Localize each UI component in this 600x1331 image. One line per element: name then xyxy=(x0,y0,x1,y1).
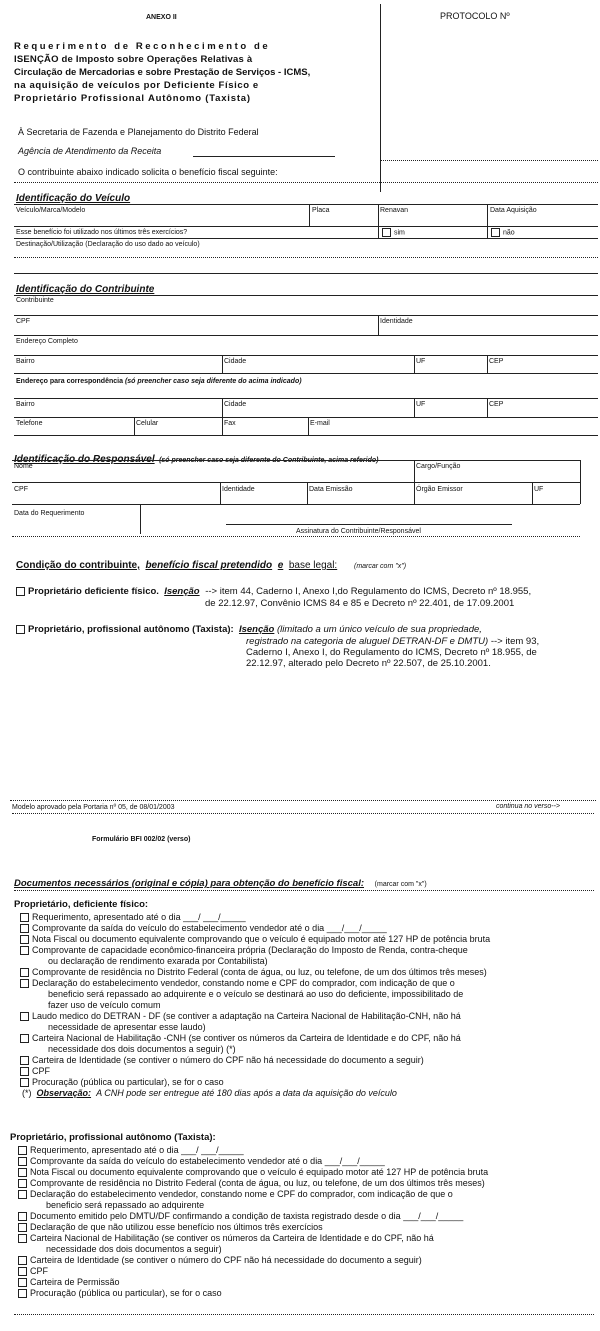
orgao-label: Órgão Emissor xyxy=(416,486,463,493)
tax-item[interactable] xyxy=(18,1288,598,1299)
nao-option[interactable] xyxy=(491,228,515,237)
form-title-line: Proprietário Profissional Autônomo (Taxista) xyxy=(14,93,251,104)
checkbox[interactable] xyxy=(18,1267,27,1276)
tax-item[interactable] xyxy=(18,1222,598,1233)
deficiente-text2: de 22.12.97, Convênio ICMS 84 e 85 e Decreto nº 22.401, de 17.09.2001 xyxy=(205,598,515,609)
table-line xyxy=(222,417,223,435)
item-text-cont: beneficio será repassado ao adquirente e o veículo se destinará ao uso do deficiente, impossibilitado de xyxy=(48,989,464,999)
section-title-contribuinte: Identificação do Contribuinte xyxy=(16,284,155,295)
corresp-label-text: Endereço para correspondência xyxy=(16,378,123,385)
checkbox[interactable] xyxy=(20,1034,29,1043)
divider xyxy=(14,890,594,891)
taxista-text1: (limitado a um único veículo de sua propriedade, xyxy=(277,624,482,636)
table-line xyxy=(12,460,580,461)
item-text: Procuração (pública ou particular), se for o caso xyxy=(30,1288,222,1298)
table-line xyxy=(14,238,598,239)
form-title-line: Requerimento de Reconhecimento de xyxy=(14,41,271,52)
cidade-label: Cidade xyxy=(224,358,247,365)
checkbox[interactable] xyxy=(20,968,29,977)
data-requerimento-label: Data do Requerimento xyxy=(14,510,85,517)
docs-title-row xyxy=(14,879,427,889)
deficiente-text1: --> item 44, Caderno I, Anexo I,do Regulamento do ICMS, Decreto nº 18.955, xyxy=(205,586,532,598)
cep-label: CEP xyxy=(489,358,504,365)
item-text: Documento emitido pelo DMTU/DF confirmando a condição de taxista registrado desde o dia ___/___/_____ xyxy=(30,1211,464,1221)
table-line xyxy=(580,460,581,504)
cidade2-label: Cidade xyxy=(224,401,247,408)
checkbox[interactable] xyxy=(18,1212,27,1221)
divider xyxy=(10,800,596,801)
def-item[interactable] xyxy=(20,945,598,956)
table-line xyxy=(14,273,598,274)
deficiente-isencao: Isenção xyxy=(164,586,200,598)
table-line xyxy=(414,398,415,417)
table-line xyxy=(14,373,598,374)
taxista-line2 xyxy=(246,637,539,647)
condicao-title xyxy=(16,561,406,571)
checkbox[interactable] xyxy=(18,1256,27,1265)
taxista-text4: 22.12.97, alterado pelo Decreto nº 22.507, de 25.10.2001. xyxy=(246,658,491,669)
taxista-text2b: --> item 93, xyxy=(490,636,540,647)
deficiente-checkbox[interactable] xyxy=(16,587,25,596)
checkbox[interactable] xyxy=(20,946,29,955)
agencia-field[interactable] xyxy=(193,156,335,157)
resp-identidade-label: Identidade xyxy=(222,486,255,493)
taxista-text3: Caderno I, Anexo I, do Regulamento do ICMS, Decreto nº 18.955, de xyxy=(246,647,537,658)
checkbox[interactable] xyxy=(20,979,29,988)
taxista-text2: registrado na categoria de aluguel DETRAN-DF e DMTU) xyxy=(246,636,489,647)
table-line xyxy=(414,482,415,504)
def-item[interactable] xyxy=(20,934,598,945)
checkbox[interactable] xyxy=(20,1067,29,1076)
modelo-aprovado: Modelo aprovado pela Portaria nº 05, de 08/01/2003 xyxy=(12,804,175,811)
contribuinte-label: Contribuinte xyxy=(16,297,54,304)
deficiente-label: Proprietário deficiente físico. xyxy=(28,586,159,598)
responsavel-note: (só preencher caso seja diferente do Contribuinte, acima referido) xyxy=(159,457,379,464)
checkbox[interactable] xyxy=(20,1012,29,1021)
table-line xyxy=(14,295,598,296)
fax-label: Fax xyxy=(224,420,236,427)
checkbox[interactable] xyxy=(18,1146,27,1155)
table-line xyxy=(487,398,488,417)
renavan-label: Renavan xyxy=(380,207,409,214)
checkbox[interactable] xyxy=(18,1223,27,1232)
checkbox[interactable] xyxy=(20,913,29,922)
table-line xyxy=(532,482,533,504)
cep2-label: CEP xyxy=(489,401,504,408)
item-text: Declaração de que não utilizou esse benefício nos últimos três exercícios xyxy=(30,1222,323,1232)
tax-item[interactable] xyxy=(18,1277,598,1288)
annex-label: ANEXO II xyxy=(146,14,177,21)
continua-verso: continua no verso--> xyxy=(496,803,561,810)
condicao-title-b: benefício fiscal pretendido xyxy=(145,560,273,571)
checkbox[interactable] xyxy=(18,1289,27,1298)
divider xyxy=(14,182,598,183)
solicita-text: O contribuinte abaixo indicado solicita o benefício fiscal seguinte: xyxy=(18,167,278,177)
tax-item[interactable] xyxy=(18,1255,598,1266)
beneficio-question: Esse benefício foi utilizado nos últimos três exercícios? xyxy=(16,229,188,236)
item-text: Comprovante da saída do veículo do estabelecimento vendedor até o dia ___/___/_____ xyxy=(30,1156,385,1166)
item-text-cont: necessidade dos dois documentos a seguir) (*) xyxy=(48,1044,236,1054)
item-text: Carteira de Identidade (se contiver o número do CPF não há necessidade do documento a seguir) xyxy=(30,1255,422,1265)
taxista-isencao: Isenção xyxy=(238,624,275,636)
item-text: CPF xyxy=(32,1066,50,1076)
sim-label: sim xyxy=(394,229,405,237)
table-line xyxy=(140,504,141,534)
def-title: Proprietário, deficiente físico: xyxy=(14,899,149,910)
sim-checkbox[interactable] xyxy=(382,228,391,237)
nao-label: não xyxy=(503,229,515,237)
checkbox[interactable] xyxy=(18,1168,27,1177)
opcao-taxista[interactable] xyxy=(16,625,482,635)
item-text: CPF xyxy=(30,1266,48,1276)
item-text: Carteira de Permissão xyxy=(30,1277,120,1287)
tax-item[interactable] xyxy=(18,1156,598,1167)
table-line xyxy=(14,435,598,436)
table-line xyxy=(14,355,598,356)
table-line xyxy=(378,315,379,335)
docs-title: Documentos necessários (original e cópia) para obtenção do benefício fiscal: xyxy=(14,878,365,889)
tax-item[interactable] xyxy=(18,1233,598,1244)
def-item[interactable] xyxy=(20,1055,598,1066)
def-item[interactable] xyxy=(20,912,598,923)
def-item[interactable] xyxy=(20,1066,598,1077)
item-text: Procuração (pública ou particular), se for o caso xyxy=(32,1077,224,1087)
item-text: Requerimento, apresentado até o dia ___/ ___/_____ xyxy=(32,912,246,922)
form-title-line: na aquisição de veículos por Deficiente Físico e xyxy=(14,80,259,91)
observacao xyxy=(20,1088,598,1099)
def-item[interactable] xyxy=(20,978,598,989)
corresp-note: (só preencher caso seja diferente do acima indicado) xyxy=(124,378,302,385)
secretaria-text: À Secretaria de Fazenda e Planejamento do Distrito Federal xyxy=(18,127,259,137)
item-text: Carteira Nacional de Habilitação (se contiver os números da Carteira de Identidade e do CPF, não há xyxy=(30,1233,434,1243)
resp-uf-label: UF xyxy=(534,486,544,493)
nome-label: Nome xyxy=(14,463,33,470)
def-item[interactable] xyxy=(20,967,598,978)
table-line xyxy=(14,226,598,227)
destinacao-label: Destinação/Utilização (Declaração do uso dado ao veículo) xyxy=(16,241,200,248)
checkbox[interactable] xyxy=(18,1278,27,1287)
veiculo-marca-label: Veículo/Marca/Modelo xyxy=(16,207,86,214)
divider xyxy=(12,536,580,537)
taxista-checkbox[interactable] xyxy=(16,625,25,634)
item-text: Comprovante de capacidade econômico-financeira própria (Declaração do Imposto de Renda, contra-cheque xyxy=(32,945,468,955)
table-line xyxy=(14,335,598,336)
uf2-label: UF xyxy=(416,401,426,408)
item-text: Nota Fiscal ou documento equivalente comprovando que o veículo é equipado motor até 127 HP de potência bruta xyxy=(32,934,491,944)
table-line xyxy=(378,204,379,238)
table-line xyxy=(309,204,310,226)
condicao-title-c: e xyxy=(277,560,284,571)
item-text: Comprovante de residência no Distrito Federal (conta de água, ou luz, ou telefone, de um dos últimos três meses) xyxy=(30,1178,485,1188)
table-line xyxy=(414,355,415,373)
item-text-cont: beneficio será repassado ao adquirente xyxy=(46,1200,205,1210)
section-title-veiculo: Identificação do Veículo xyxy=(16,193,131,204)
def-item[interactable] xyxy=(20,923,598,934)
item-text: Nota Fiscal ou documento equivalente comprovando que o veículo é equipado motor até 127 HP de potência bruta xyxy=(30,1167,489,1177)
telefone-label: Telefone xyxy=(16,420,43,427)
corresp-label xyxy=(16,378,302,385)
table-line xyxy=(307,482,308,504)
item-text-cont: necessidade dos dois documentos a seguir) xyxy=(46,1244,222,1254)
table-line xyxy=(487,204,488,238)
bairro2-label: Bairro xyxy=(16,401,35,408)
table-line xyxy=(14,204,598,205)
docs-marcar: (marcar com "x") xyxy=(374,881,427,888)
endereco-label: Endereço Completo xyxy=(16,338,78,345)
table-line xyxy=(14,417,598,418)
table-line xyxy=(14,398,598,399)
checkbox[interactable] xyxy=(20,935,29,944)
def-items xyxy=(20,912,598,1099)
section-title-responsavel-row xyxy=(14,450,378,466)
protocol-box-line xyxy=(380,160,598,161)
data-aquisicao-label: Data Aquisição xyxy=(490,207,537,214)
identidade-label: Identidade xyxy=(380,318,413,325)
resp-cpf-label: CPF xyxy=(14,486,28,493)
opcao-deficiente[interactable] xyxy=(16,587,531,597)
sim-option[interactable] xyxy=(382,228,405,237)
tax-items xyxy=(18,1145,598,1299)
protocol-box-border xyxy=(380,4,381,192)
def-item[interactable] xyxy=(20,1011,598,1022)
table-line xyxy=(220,482,221,504)
table-line xyxy=(414,460,415,482)
protocol-label: PROTOCOLO Nº xyxy=(440,11,510,21)
condicao-title-d: base legal: xyxy=(288,560,338,571)
placa-label: Placa xyxy=(312,207,330,214)
item-text: Requerimento, apresentado até o dia ___/ ___/_____ xyxy=(30,1145,244,1155)
section-title-responsavel: Identificação do Responsável xyxy=(14,454,155,465)
assinatura-label: Assinatura do Contribuinte/Responsável xyxy=(296,528,421,535)
obs-label: Observação: xyxy=(36,1088,92,1098)
obs-mark: (*) xyxy=(22,1088,32,1098)
table-line xyxy=(14,315,598,316)
table-line xyxy=(222,355,223,373)
table-line xyxy=(222,398,223,417)
tax-title: Proprietário, profissional autônomo (Taxista): xyxy=(10,1132,216,1143)
checkbox[interactable] xyxy=(18,1190,27,1199)
item-text: Declaração do estabelecimento vendedor, constando nome e CPF do comprador, com indicação de que o xyxy=(30,1189,453,1199)
table-line xyxy=(12,482,580,483)
item-text: Declaração do estabelecimento vendedor, constando nome e CPF do comprador, com indicação de que o xyxy=(32,978,455,988)
checkbox[interactable] xyxy=(20,1056,29,1065)
divider xyxy=(12,813,594,814)
cpf-label: CPF xyxy=(16,318,30,325)
form-title-line: Circulação de Mercadorias e sobre Prestação de Serviços - ICMS, xyxy=(14,67,311,78)
def-item[interactable] xyxy=(20,1077,598,1088)
email-label: E-mail xyxy=(310,420,330,427)
data-emissao-label: Data Emissão xyxy=(309,486,353,493)
item-text: Carteira de Identidade (se contiver o número do CPF não há necessidade do documento a seguir) xyxy=(32,1055,424,1065)
nao-checkbox[interactable] xyxy=(491,228,500,237)
table-line xyxy=(12,504,580,505)
item-text-cont: ou declaração de rendimento exarada por Contabilista) xyxy=(48,956,268,966)
tax-item[interactable] xyxy=(18,1211,598,1222)
tax-item[interactable] xyxy=(18,1178,598,1189)
checkbox[interactable] xyxy=(20,924,29,933)
item-text: Comprovante de residência no Distrito Federal (conta de água, ou luz, ou telefone, de um dos últimos três meses) xyxy=(32,967,487,977)
checkbox[interactable] xyxy=(18,1234,27,1243)
form-title xyxy=(14,40,376,105)
condicao-marcar: (marcar com "x") xyxy=(354,563,407,570)
cargo-label: Cargo/Função xyxy=(416,463,461,470)
def-item[interactable] xyxy=(20,1033,598,1044)
checkbox[interactable] xyxy=(18,1179,27,1188)
formulario-code: Formulário BFI 002/02 (verso) xyxy=(92,836,191,843)
item-text: Laudo medico do DETRAN - DF (se contiver a adaptação na Carteira Nacional de Habilitação-CNH, não há xyxy=(32,1011,461,1021)
tax-item[interactable] xyxy=(18,1266,598,1277)
checkbox[interactable] xyxy=(18,1157,27,1166)
item-text-cont: fazer uso de veículo comum xyxy=(48,1000,161,1010)
item-text: Carteira Nacional de Habilitação -CNH (se contiver os números da Carteira de Identidade e do CPF, não há xyxy=(32,1033,461,1043)
table-line xyxy=(487,355,488,373)
tax-item[interactable] xyxy=(18,1189,598,1200)
celular-label: Celular xyxy=(136,420,159,427)
checkbox[interactable] xyxy=(20,1078,29,1087)
divider xyxy=(14,1314,594,1315)
table-line xyxy=(308,417,309,435)
item-text-cont: necessidade de apresentar esse laudo) xyxy=(48,1022,206,1032)
bairro-label: Bairro xyxy=(16,358,35,365)
table-line xyxy=(134,417,135,435)
form-title-line: ISENÇÃO de Imposto sobre Operações Relativas à xyxy=(14,54,253,65)
signature-line[interactable] xyxy=(226,524,512,525)
condicao-title-a: Condição do contribuinte, xyxy=(16,560,140,571)
destinacao-field[interactable] xyxy=(14,257,598,258)
taxista-label: Proprietário, profissional autônomo (Taxista): xyxy=(28,624,234,636)
item-text: Comprovante da saída do veículo do estabelecimento vendedor até o dia ___/___/_____ xyxy=(32,923,387,933)
agencia-label: Agência de Atendimento da Receita xyxy=(18,146,162,156)
tax-item[interactable] xyxy=(18,1145,598,1156)
uf-label: UF xyxy=(416,358,426,365)
obs-text: A CNH pode ser entregue até 180 dias após a data da aquisição do veículo xyxy=(96,1088,397,1098)
tax-item[interactable] xyxy=(18,1167,598,1178)
